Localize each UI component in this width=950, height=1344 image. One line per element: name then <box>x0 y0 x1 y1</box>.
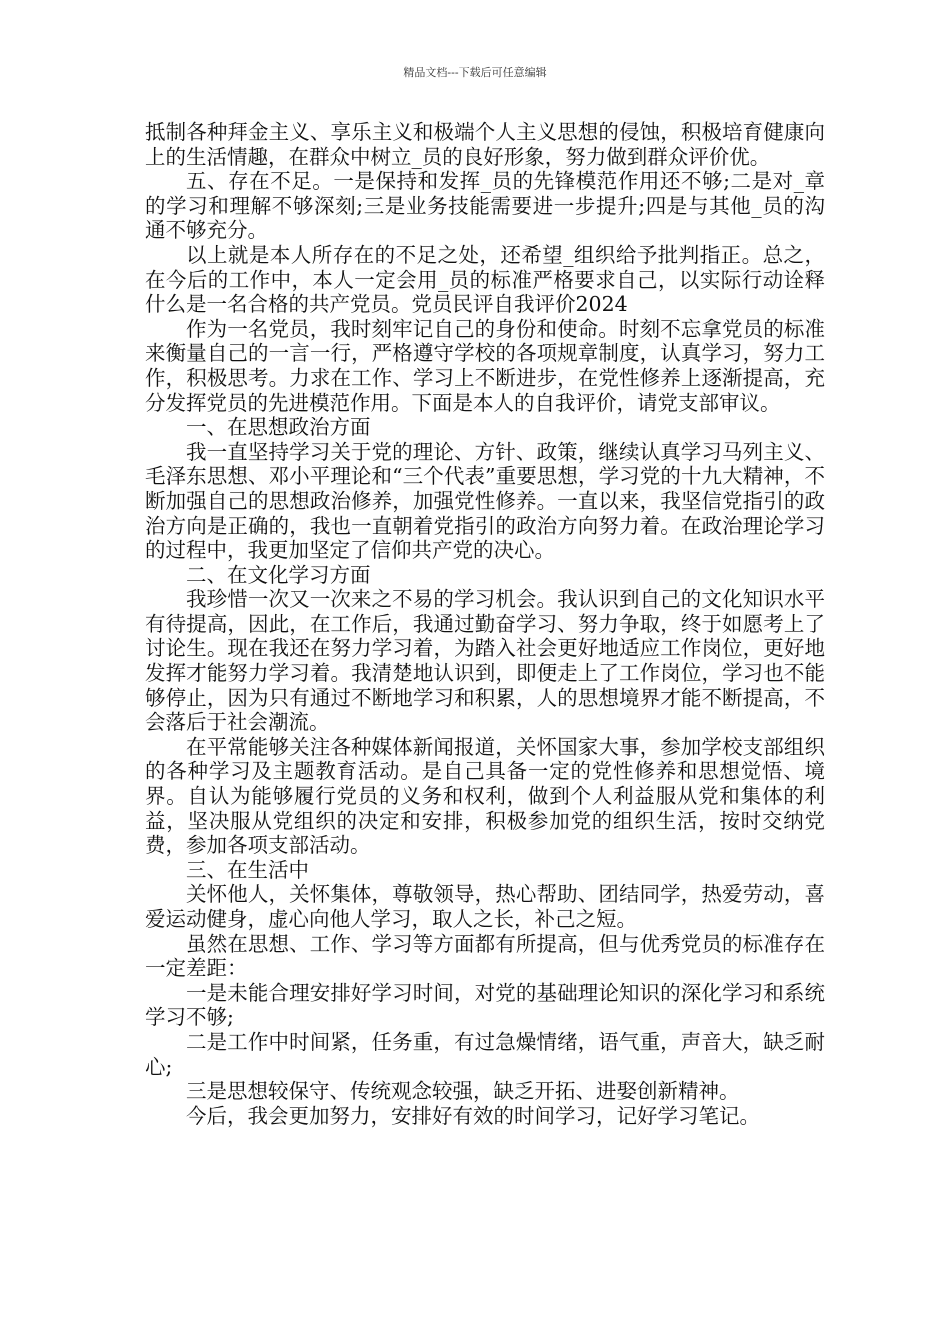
page-header: 精品文档---下载后可任意编辑 <box>403 66 547 79</box>
paragraph-8: 关怀他人，关怀集体，尊敬领导，热心帮助、团结同学，热爱劳动，喜爱运动健身，虚心向他人学习，取人之长，补己之短。 <box>145 882 825 931</box>
paragraph-2: 五、存在不足。一是保持和发挥_员的先锋模范作用还不够;二是对_章的学习和理解不够深刻;三是业务技能需要进一步提升;四是与其他_员的沟通不够充分。 <box>145 169 825 243</box>
section-heading-3: 三、在生活中 <box>186 857 309 882</box>
paragraph-1: 抵制各种拜金主义、享乐主义和极端个人主义思想的侵蚀，积极培育健康向上的生活情趣，在群众中树立_员的良好形象，努力做到群众评价优。 <box>145 120 825 169</box>
paragraph-11: 二是工作中时间紧，任务重，有过急燥情绪，语气重，声音大，缺乏耐心; <box>145 1029 825 1079</box>
paragraph-9: 虽然在思想、工作、学习等方面都有所提高，但与优秀党员的标准存在一定差距： <box>145 931 825 981</box>
paragraph-5: 我一直坚持学习关于党的理论、方针、政策，继续认真学习马列主义、毛泽东思想、邓小平理论和“三个代表”重要思想，学习党的十九大精神，不断加强自己的思想政治修养，加强党性修养。一直以来，我坚信党指引的政治方向是正确的，我也一直朝着党指引的政治方向努力着。在政治理论学习的过程中，我更加坚定了信仰共产党的决心。 <box>145 439 825 563</box>
paragraph-4: 作为一名党员，我时刻牢记自己的身份和使命。时刻不忘拿党员的标准来衡量自己的一言一行，严格遵守学校的各项规章制度，认真学习，努力工作，积极思考。力求在工作、学习上不断进步，在党性修养上逐渐提高，充分发挥党员的先进模范作用。下面是本人的自我评价，请党支部审议。 <box>145 316 825 415</box>
paragraph-12: 三是思想较保守、传统观念较强，缺乏开拓、进娶创新精神。 <box>186 1079 740 1104</box>
section-heading-2: 二、在文化学习方面 <box>186 562 371 587</box>
paragraph-10: 一是未能合理安排好学习时间，对党的基础理论知识的深化学习和系统学习不够; <box>145 980 825 1030</box>
section-heading-1: 一、在思想政治方面 <box>186 415 371 440</box>
paragraph-6: 我珍惜一次又一次来之不易的学习机会。我认识到自己的文化知识水平有待提高，因此，在工作后，我通过勤奋学习、努力争取，终于如愿考上了讨论生。现在我还在努力学习着，为踏入社会更好地适应工作岗位，更好地发挥才能努力学习着。我清楚地认识到，即便走上了工作岗位，学习也不能够停止，因为只有通过不断地学习和积累，人的思想境界才能不断提高，不会落后于社会潮流。 <box>145 587 825 735</box>
document-body <box>145 120 825 1128</box>
paragraph-7: 在平常能够关注各种媒体新闻报道，关怀国家大事，参加学校支部组织的各种学习及主题教育活动。是自己具备一定的党性修养和思想觉悟、境界。自认为能够履行党员的义务和权利，做到个人利益服从党和集体的利益，坚决服从党组织的决定和安排，积极参加党的组织生活，按时交纳党费，参加各项支部活动。 <box>145 734 825 858</box>
paragraph-3: 以上就是本人所存在的不足之处，还希望_组织给予批判指正。总之，在今后的工作中，本人一定会用_员的标准严格要求自己，以实际行动诠释什么是一名合格的共产党员。党员民评自我评价2024 <box>145 242 825 317</box>
paragraph-13: 今后，我会更加努力，安排好有效的时间学习，记好学习笔记。 <box>186 1103 760 1128</box>
